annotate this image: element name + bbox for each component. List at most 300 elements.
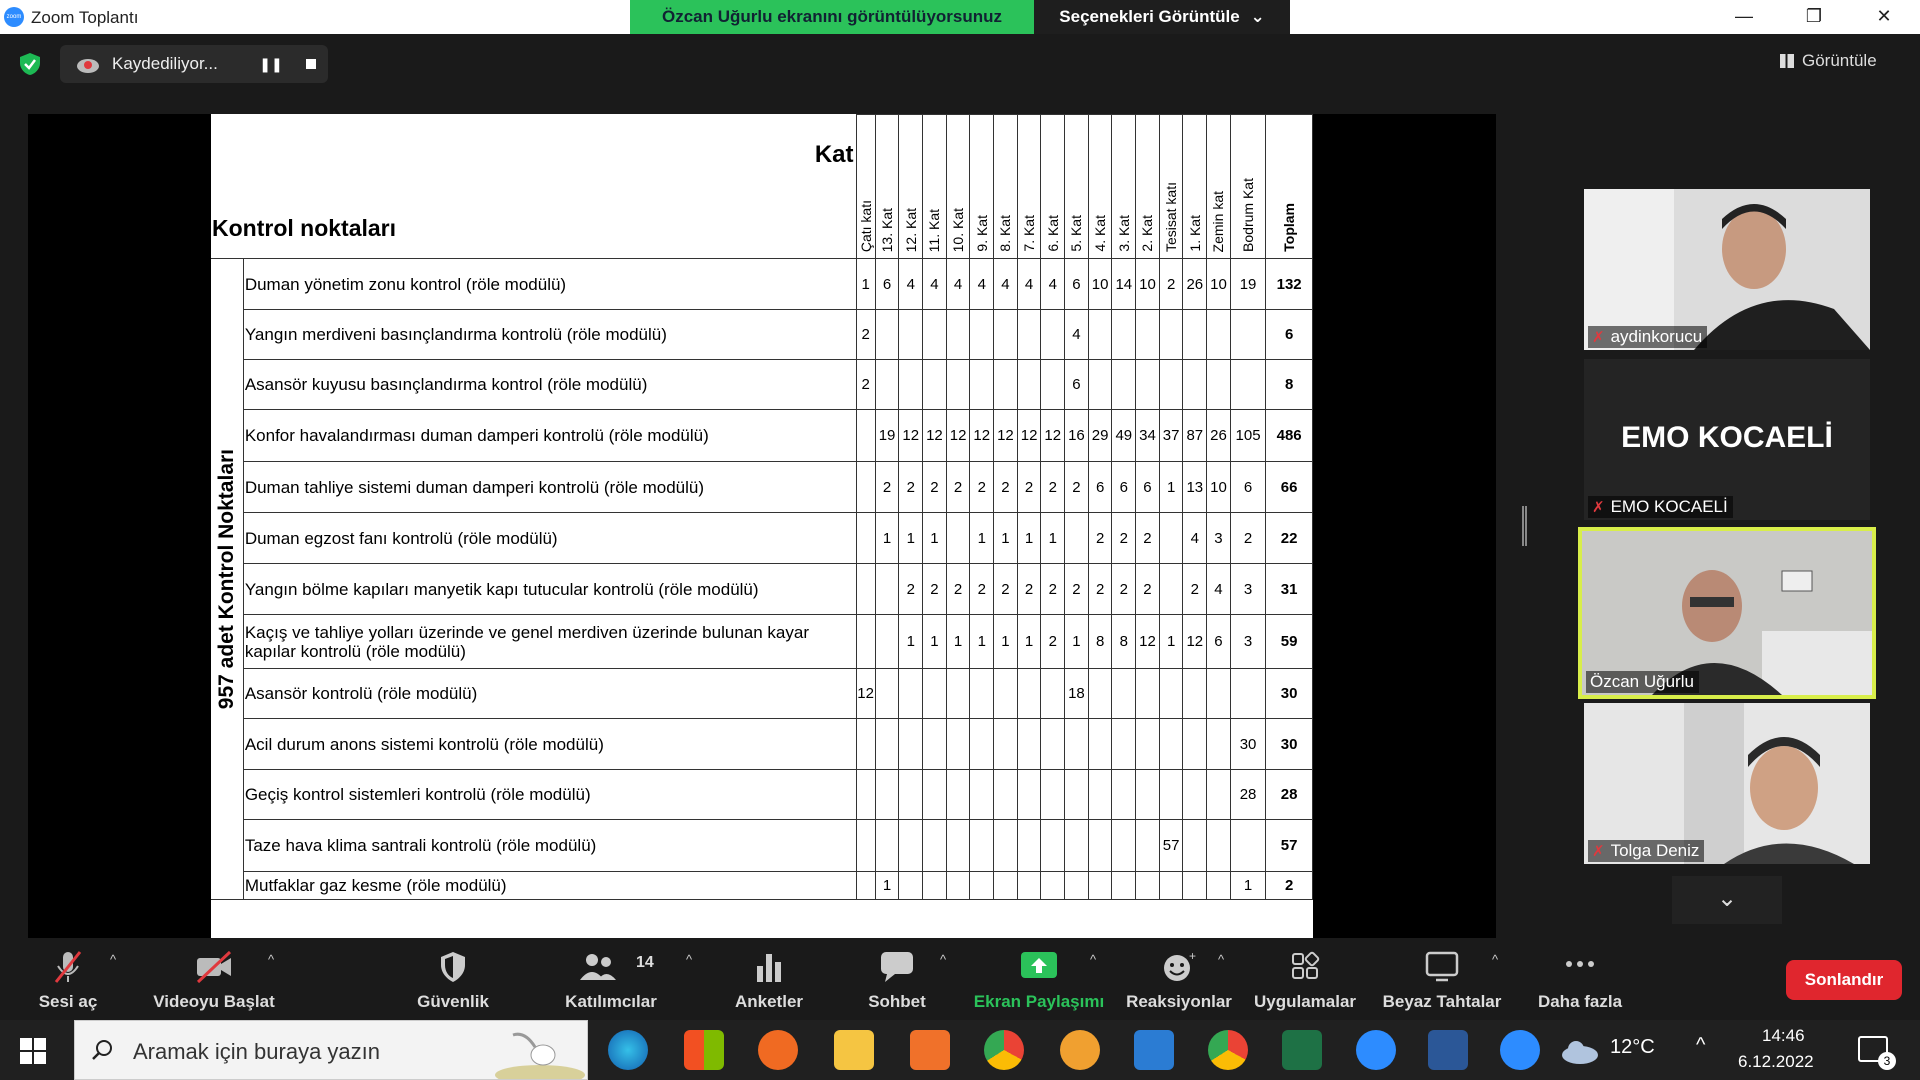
floor-count-cell: 2 [1230, 513, 1265, 564]
control-point-name: Acil durum anons sistemi kontrolü (röle modülü) [243, 719, 856, 770]
floor-count-cell [1017, 719, 1041, 770]
floor-count-cell [1159, 872, 1183, 900]
floor-count-cell [1112, 310, 1136, 360]
floor-count-cell: 2 [1112, 513, 1136, 564]
recording-label: Kaydediliyor... [112, 54, 218, 73]
floor-count-cell: 6 [1207, 615, 1231, 669]
floor-count-cell: 1 [1065, 615, 1089, 669]
view-mode-label: Görüntüle [1802, 51, 1877, 70]
column-header [970, 115, 994, 259]
floor-count-cell: 2 [946, 462, 970, 513]
floor-count-cell: 49 [1112, 410, 1136, 462]
floor-count-cell: 87 [1183, 410, 1207, 462]
edge-browser-icon[interactable] [608, 1030, 648, 1070]
whiteboard-icon [1422, 950, 1462, 984]
pause-recording-button[interactable]: ❚❚ [259, 56, 283, 72]
floor-count-cell [875, 770, 899, 820]
floor-count-cell [970, 310, 994, 360]
floor-count-cell [923, 360, 947, 410]
column-header [1136, 115, 1160, 259]
search-icon [91, 1039, 113, 1061]
participants-button[interactable]: 14 Katılımcılar [556, 938, 666, 1020]
muted-mic-icon [48, 950, 88, 984]
floor-count-cell [1041, 360, 1065, 410]
ellipsis-icon [1560, 950, 1600, 984]
column-header-label: Bodrum Kat [1240, 178, 1257, 252]
start-video-button[interactable]: Videoyu Başlat [146, 938, 282, 1020]
floor-count-cell: 1 [970, 513, 994, 564]
control-point-name: Duman yönetim zonu kontrol (röle modülü) [243, 259, 856, 310]
floor-count-cell [856, 820, 875, 872]
column-header-label: 13. Kat [879, 207, 896, 252]
participants-options-caret[interactable]: ^ [686, 952, 693, 967]
floor-count-cell [946, 872, 970, 900]
control-point-name: Konfor havalandırması duman damperi kontrolü (röle modülü) [243, 410, 856, 462]
view-options-button[interactable] [1034, 0, 1290, 34]
column-header-label: Tesisat katı [1163, 181, 1180, 252]
column-header-label: 9. Kat [973, 215, 990, 252]
floor-count-cell: 26 [1183, 259, 1207, 310]
weather-temperature[interactable]: 12°C [1610, 1036, 1655, 1058]
floor-count-cell: 12 [1183, 615, 1207, 669]
floor-count-cell: 2 [994, 462, 1018, 513]
floor-count-cell: 12 [1041, 410, 1065, 462]
floor-count-cell: 105 [1230, 410, 1265, 462]
floor-count-cell [1136, 310, 1160, 360]
apps-icon [1285, 950, 1325, 984]
help-app-icon[interactable] [1500, 1030, 1540, 1070]
floor-count-cell [946, 719, 970, 770]
share-options-caret[interactable]: ^ [1090, 952, 1097, 967]
whiteboards-options-caret[interactable]: ^ [1492, 952, 1499, 967]
floor-count-cell: 2 [1017, 462, 1041, 513]
floor-count-cell: 8 [1088, 615, 1112, 669]
row-total-cell: 30 [1266, 719, 1313, 770]
floor-count-cell [1230, 820, 1265, 872]
whiteboards-button[interactable]: Beyaz Tahtalar [1380, 938, 1504, 1020]
floor-count-cell [856, 462, 875, 513]
floor-count-cell [1207, 310, 1231, 360]
participant-tile-aydinkorucu[interactable] [1584, 189, 1870, 350]
column-header [1230, 115, 1265, 259]
floor-count-cell [856, 513, 875, 564]
floor-count-cell: 1 [970, 615, 994, 669]
floor-count-cell: 10 [1136, 259, 1160, 310]
control-point-name: Duman egzost fanı kontrolü (röle modülü) [243, 513, 856, 564]
floor-count-cell [923, 669, 947, 719]
panel-resize-handle[interactable] [1522, 506, 1527, 546]
floor-count-cell: 2 [923, 564, 947, 615]
participant-tile-emo-kocaeli[interactable] [1584, 359, 1870, 520]
floor-count-cell: 2 [1136, 513, 1160, 564]
floor-count-cell [1207, 820, 1231, 872]
view-mode-button[interactable] [1780, 46, 1910, 76]
reactions-button[interactable]: + Reaksiyonlar [1126, 950, 1232, 1011]
row-total-cell: 66 [1266, 462, 1313, 513]
floor-count-cell [1088, 360, 1112, 410]
floor-count-cell [1136, 360, 1160, 410]
column-header [1088, 115, 1112, 259]
floor-count-cell [1136, 669, 1160, 719]
participants-count: 14 [636, 954, 654, 971]
floor-count-cell: 3 [1230, 564, 1265, 615]
floor-count-cell: 2 [856, 310, 875, 360]
floor-count-cell: 4 [1207, 564, 1231, 615]
more-button[interactable]: Daha fazla [1530, 938, 1630, 1020]
chevron-down-icon: ⌄ [1716, 885, 1738, 912]
participants-icon [578, 950, 618, 984]
floor-count-cell [875, 719, 899, 770]
table-row [211, 770, 1313, 820]
floor-count-cell: 1 [875, 513, 899, 564]
word-app-icon[interactable] [1428, 1030, 1468, 1070]
participant-display-name: EMO KOCAELİ [1621, 421, 1833, 454]
encryption-shield-icon[interactable] [18, 52, 42, 76]
excel-app-icon[interactable] [1282, 1030, 1322, 1070]
floor-count-cell: 1 [899, 513, 923, 564]
floor-count-cell: 2 [899, 564, 923, 615]
table-row [211, 462, 1313, 513]
floor-count-cell: 12 [899, 410, 923, 462]
floor-count-cell: 1 [1230, 872, 1265, 900]
floor-count-cell: 14 [1112, 259, 1136, 310]
floor-count-cell [1041, 669, 1065, 719]
floor-count-cell [1207, 770, 1231, 820]
column-header [899, 115, 923, 259]
column-header-label: Çatı katı [857, 199, 874, 252]
floor-count-cell [923, 719, 947, 770]
floor-count-cell: 2 [1041, 564, 1065, 615]
row-total-cell: 22 [1266, 513, 1313, 564]
floor-count-cell [1088, 872, 1112, 900]
floor-count-cell [1159, 564, 1183, 615]
floor-count-cell: 6 [1112, 462, 1136, 513]
floor-count-cell [899, 770, 923, 820]
floor-count-cell: 8 [1112, 615, 1136, 669]
search-placeholder: Aramak için buraya yazın [133, 1039, 380, 1064]
floor-count-cell: 1 [1159, 615, 1183, 669]
chat-button[interactable]: Sohbet [852, 938, 942, 1020]
floor-count-cell [946, 310, 970, 360]
restore-button[interactable]: ❐ [1805, 6, 1823, 26]
participant-name-tag: ✗ Tolga Deniz [1588, 840, 1704, 862]
floor-count-cell: 12 [970, 410, 994, 462]
column-header-label: 6. Kat [1044, 215, 1061, 252]
table-row [211, 259, 1313, 310]
floor-count-cell [1136, 820, 1160, 872]
floor-count-cell [1041, 872, 1065, 900]
floor-count-cell: 2 [1065, 462, 1089, 513]
floor-count-cell: 26 [1207, 410, 1231, 462]
chevron-down-icon: ⌄ [1250, 7, 1265, 26]
floor-count-cell [1207, 669, 1231, 719]
polls-button[interactable]: Anketler [724, 938, 814, 1020]
windows-start-button[interactable] [20, 1038, 46, 1064]
floor-count-cell: 12 [856, 669, 875, 719]
floor-count-cell: 6 [1230, 462, 1265, 513]
floor-count-cell: 12 [1136, 615, 1160, 669]
floor-count-cell [1041, 719, 1065, 770]
audio-options-caret[interactable]: ^ [110, 952, 117, 967]
shield-icon [433, 950, 473, 984]
unmute-button[interactable]: Sesi aç [28, 938, 108, 1020]
floor-count-cell [946, 820, 970, 872]
column-header [994, 115, 1018, 259]
floor-count-cell [1183, 719, 1207, 770]
chat-options-caret[interactable]: ^ [940, 952, 947, 967]
chrome-browser-icon-2[interactable] [1208, 1030, 1248, 1070]
screen-share-banner: Özcan Uğurlu ekranını görüntülüyorsunuz [630, 0, 1034, 34]
floor-count-cell [923, 872, 947, 900]
floor-count-cell [899, 820, 923, 872]
floor-count-cell [899, 669, 923, 719]
floor-count-cell: 30 [1230, 719, 1265, 770]
floor-count-cell: 12 [994, 410, 1018, 462]
floor-count-cell: 2 [923, 462, 947, 513]
cloud-recording-icon [76, 54, 100, 74]
floor-count-cell: 2 [1183, 564, 1207, 615]
floor-count-cell [970, 820, 994, 872]
floor-count-cell: 2 [1041, 462, 1065, 513]
zoom-app-icon[interactable] [1356, 1030, 1396, 1070]
floor-count-cell [1065, 513, 1089, 564]
floor-count-cell: 10 [1207, 259, 1231, 310]
floor-count-cell: 1 [946, 615, 970, 669]
row-group-label [211, 259, 243, 900]
taskbar-search-box[interactable] [74, 1020, 588, 1080]
floor-count-cell [970, 360, 994, 410]
video-options-caret[interactable]: ^ [268, 952, 275, 967]
control-point-name: Duman tahliye sistemi duman damperi kontrolü (röle modülü) [243, 462, 856, 513]
column-header-label: 12. Kat [902, 207, 919, 252]
floor-count-cell [1017, 820, 1041, 872]
vpn-shield-app-icon[interactable] [1060, 1030, 1100, 1070]
floor-count-cell [1065, 770, 1089, 820]
muted-mic-icon: ✗ [1592, 843, 1605, 860]
row-total-cell: 132 [1266, 259, 1313, 310]
microsoft-store-icon[interactable] [684, 1030, 724, 1070]
floor-count-cell: 1 [923, 615, 947, 669]
column-header-label: 10. Kat [950, 207, 967, 252]
floor-count-cell: 3 [1230, 615, 1265, 669]
floor-count-cell [1017, 310, 1041, 360]
table-row [211, 615, 1313, 669]
participant-name-tag: Özcan Uğurlu [1586, 671, 1699, 693]
notification-badge: 3 [1878, 1052, 1896, 1070]
control-point-name: Yangın bölme kapıları manyetik kapı tutucular kontrolü (röle modülü) [243, 564, 856, 615]
window-title: Zoom Toplantı [31, 8, 139, 27]
column-header [1183, 115, 1207, 259]
floor-count-cell: 1 [1159, 462, 1183, 513]
floor-count-cell [923, 820, 947, 872]
floor-count-cell [1136, 770, 1160, 820]
chrome-browser-icon[interactable] [984, 1030, 1024, 1070]
column-header-label: 4. Kat [1092, 215, 1109, 252]
floor-count-cell: 1 [856, 259, 875, 310]
floor-count-cell: 2 [1017, 564, 1041, 615]
floor-count-cell [1230, 669, 1265, 719]
title-bar [0, 0, 1920, 34]
floor-count-cell: 2 [970, 462, 994, 513]
scroll-participants-down-button[interactable] [1672, 876, 1782, 924]
control-point-name: Geçiş kontrol sistemleri kontrolü (röle modülü) [243, 770, 856, 820]
floor-count-cell: 4 [994, 259, 1018, 310]
floor-count-cell [946, 513, 970, 564]
mail-app-icon[interactable] [1134, 1030, 1174, 1070]
row-total-cell: 31 [1266, 564, 1313, 615]
floor-count-cell: 6 [1065, 360, 1089, 410]
floor-count-cell: 1 [1017, 615, 1041, 669]
floor-count-cell: 12 [946, 410, 970, 462]
floor-count-cell [1112, 770, 1136, 820]
floor-count-cell: 2 [1088, 564, 1112, 615]
floor-count-cell [899, 310, 923, 360]
floor-count-cell [994, 820, 1018, 872]
floor-count-cell: 2 [856, 360, 875, 410]
floor-count-cell [1159, 669, 1183, 719]
floor-count-cell [1183, 669, 1207, 719]
column-header [946, 115, 970, 259]
participant-name-tag: ✗ EMO KOCAELİ [1588, 496, 1733, 518]
floor-count-cell [970, 872, 994, 900]
row-total-cell: 486 [1266, 410, 1313, 462]
floor-count-cell: 19 [1230, 259, 1265, 310]
floor-count-cell: 18 [1065, 669, 1089, 719]
floor-count-cell: 6 [875, 259, 899, 310]
floor-count-cell [1041, 770, 1065, 820]
share-screen-button[interactable]: Ekran Paylaşımı [972, 938, 1106, 1020]
floor-count-cell: 28 [1230, 770, 1265, 820]
close-button[interactable]: ✕ [1876, 6, 1892, 26]
floor-count-cell: 4 [946, 259, 970, 310]
floor-count-cell [1017, 872, 1041, 900]
floor-count-cell [1230, 310, 1265, 360]
floor-count-cell: 12 [1017, 410, 1041, 462]
sublime-app-icon[interactable] [758, 1030, 798, 1070]
column-header [1065, 115, 1089, 259]
shared-document [211, 114, 1313, 939]
floor-count-cell: 4 [923, 259, 947, 310]
control-point-name: Mutfaklar gaz kesme (röle modülü) [243, 872, 856, 900]
clock-date[interactable]: 6.12.2022 [1738, 1052, 1814, 1071]
minimize-button[interactable]: — [1735, 6, 1753, 26]
floor-count-cell [994, 669, 1018, 719]
floor-count-cell: 1 [994, 615, 1018, 669]
security-button[interactable]: Güvenlik [408, 938, 498, 1020]
floor-count-cell: 2 [946, 564, 970, 615]
floor-count-cell: 37 [1159, 410, 1183, 462]
floor-count-cell [1159, 719, 1183, 770]
floor-count-cell [1183, 872, 1207, 900]
floor-count-cell [875, 564, 899, 615]
notification-icon[interactable] [1858, 1036, 1891, 1068]
control-point-name: Kaçış ve tahliye yolları üzerinde ve genel merdiven üzerinde bulunan kayar kapılar kontrolü (röle modülü) [243, 615, 856, 669]
row-total-cell: 6 [1266, 310, 1313, 360]
floor-count-cell [1041, 310, 1065, 360]
clock-time[interactable]: 14:46 [1762, 1026, 1805, 1045]
view-options-label: Seçenekleri Görüntüle [1059, 7, 1240, 26]
row-total-cell: 8 [1266, 360, 1313, 410]
column-header [1041, 115, 1065, 259]
floor-count-cell [875, 310, 899, 360]
table-row [211, 820, 1313, 872]
floor-count-cell: 2 [875, 462, 899, 513]
floor-count-cell: 2 [1065, 564, 1089, 615]
floor-count-cell: 2 [1112, 564, 1136, 615]
column-header-label: 1. Kat [1186, 215, 1203, 252]
floor-count-cell [994, 360, 1018, 410]
column-header-label: Zemin kat [1210, 190, 1227, 252]
participant-tile-ozcan-ugurlu[interactable] [1578, 527, 1876, 699]
floor-count-cell [1112, 719, 1136, 770]
floor-count-cell [994, 872, 1018, 900]
table-row [211, 410, 1313, 462]
floor-count-cell [1088, 719, 1112, 770]
apps-button[interactable]: Uygulamalar [1250, 938, 1360, 1020]
floor-count-cell: 2 [970, 564, 994, 615]
column-header-label: 5. Kat [1068, 215, 1085, 252]
floor-count-cell: 1 [994, 513, 1018, 564]
floor-count-cell [946, 669, 970, 719]
floor-count-cell: 4 [1065, 310, 1089, 360]
stop-recording-button[interactable] [296, 49, 326, 79]
floor-count-cell: 12 [923, 410, 947, 462]
floor-count-cell [1065, 719, 1089, 770]
table-row [211, 513, 1313, 564]
floor-count-cell [970, 719, 994, 770]
floor-count-cell [1136, 872, 1160, 900]
meeting-toolbar [0, 938, 1920, 1020]
table-row [211, 564, 1313, 615]
floor-count-cell [856, 770, 875, 820]
video-off-icon [194, 950, 234, 984]
floor-count-cell [923, 770, 947, 820]
floor-count-cell: 57 [1159, 820, 1183, 872]
share-screen-icon [1019, 950, 1059, 984]
floor-count-cell [899, 872, 923, 900]
floor-count-cell [994, 770, 1018, 820]
floor-count-cell [946, 770, 970, 820]
participant-name-tag: ✗ aydinkorucu [1588, 326, 1707, 348]
floor-count-cell: 34 [1136, 410, 1160, 462]
participant-tile-tolga-deniz[interactable] [1584, 703, 1870, 864]
floor-count-cell [1159, 360, 1183, 410]
floor-count-cell [856, 564, 875, 615]
floor-count-cell [970, 669, 994, 719]
table-row [211, 360, 1313, 410]
row-total-cell: 30 [1266, 669, 1313, 719]
floor-count-cell [1041, 820, 1065, 872]
floor-count-cell [1088, 310, 1112, 360]
muted-mic-icon: ✗ [1592, 329, 1605, 346]
rocket-app-icon[interactable] [910, 1030, 950, 1070]
column-header [1017, 115, 1041, 259]
column-header [856, 115, 875, 259]
chevron-up-icon[interactable]: ^ [1696, 1034, 1706, 1056]
floor-count-cell [856, 872, 875, 900]
reactions-options-caret[interactable]: ^ [1218, 952, 1225, 967]
cloud-weather-icon [1560, 1040, 1600, 1064]
file-explorer-icon[interactable] [834, 1030, 874, 1070]
floor-count-cell [1017, 360, 1041, 410]
floor-count-cell [1088, 669, 1112, 719]
column-header [923, 115, 947, 259]
end-meeting-button[interactable]: Sonlandır [1786, 960, 1902, 1000]
floor-count-cell: 2 [1159, 259, 1183, 310]
floor-count-cell [899, 719, 923, 770]
floor-count-cell: 19 [875, 410, 899, 462]
search-highlight-illustration-icon [495, 1025, 585, 1079]
